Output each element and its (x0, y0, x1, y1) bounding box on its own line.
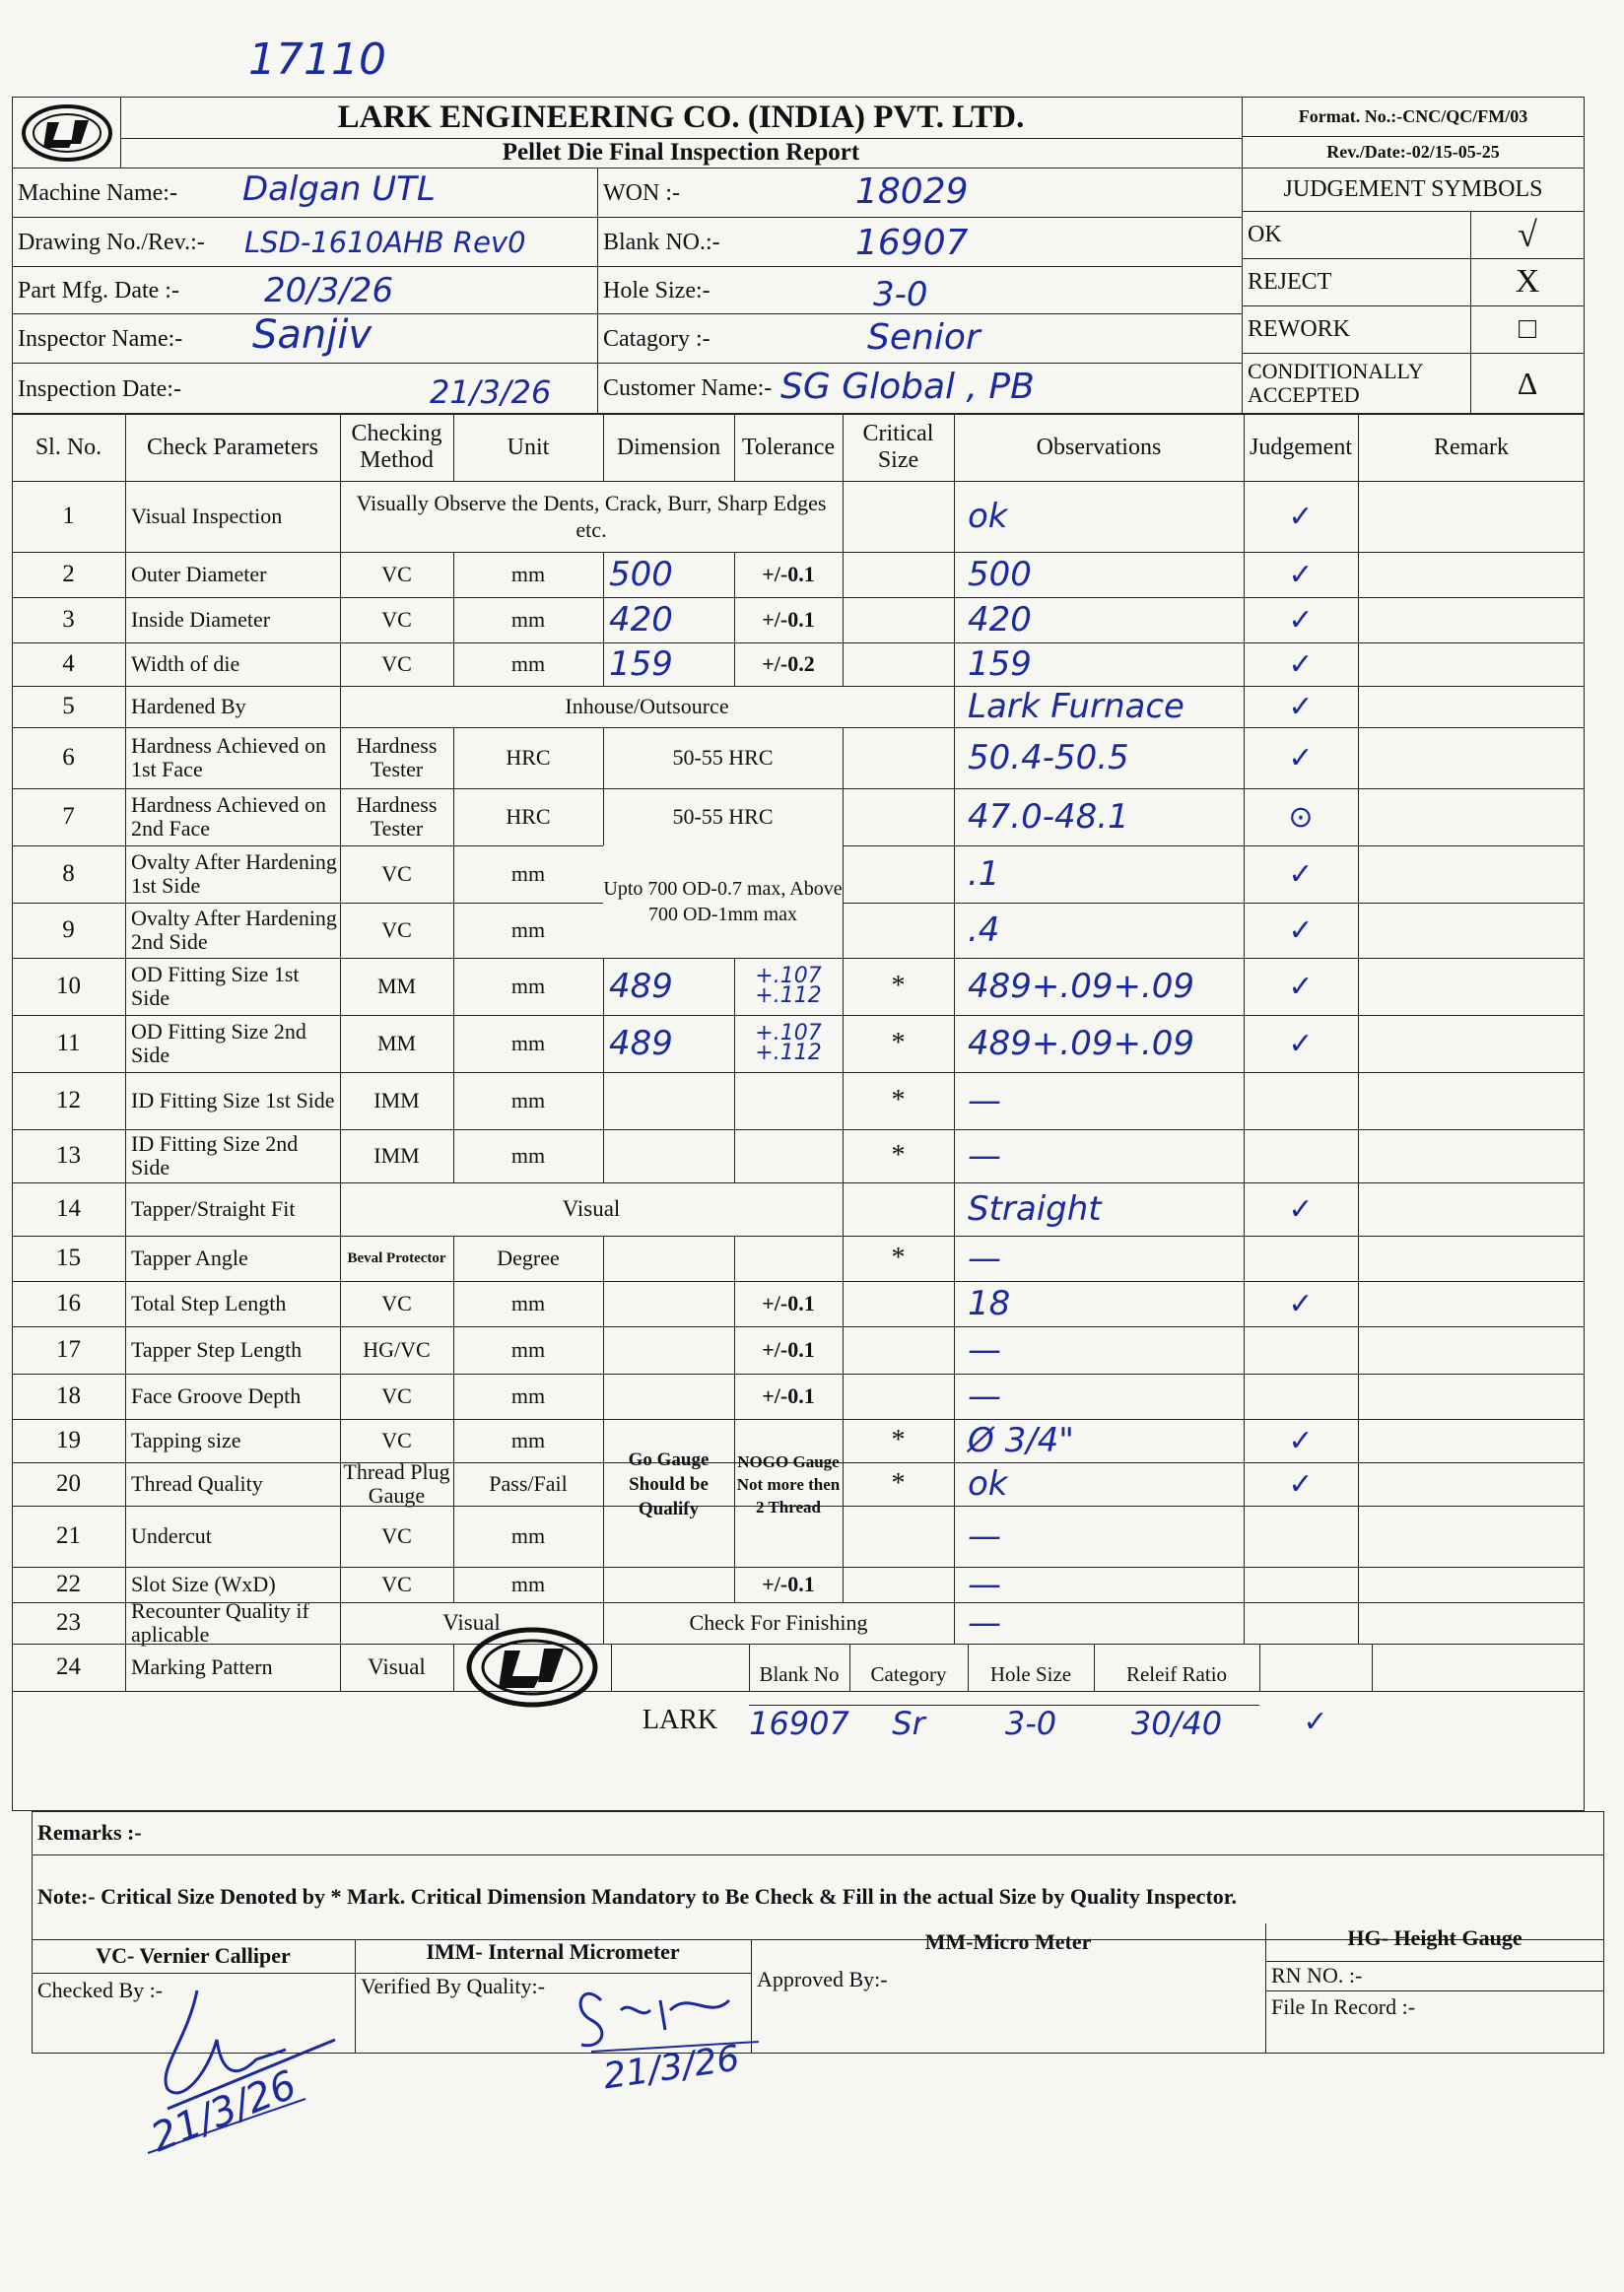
page-note: 17110 (248, 34, 386, 85)
table-rule (843, 1567, 844, 1602)
approved-by-label: Approved By:- (757, 1967, 888, 1991)
remark (1358, 1567, 1585, 1602)
observation: Lark Furnace (968, 687, 1184, 726)
part-mfg-label: Part Mfg. Date :- (18, 277, 179, 303)
dimension (603, 1129, 734, 1182)
dimension: 420 (609, 600, 673, 640)
note-text: Note:- Critical Size Denoted by * Mark. Critical Dimension Mandatory to Be Check & Fill in the actual Size by Quality Inspector. (37, 1884, 1238, 1909)
check-parameter: Ovalty After Hardening 1st Side (131, 849, 337, 898)
unit: mm (510, 1523, 546, 1548)
won-value: 18029 (855, 170, 969, 212)
table-rule (843, 1281, 844, 1326)
check-parameter: Marking Pattern (131, 1654, 273, 1679)
marking-hole-size-header: Hole Size (989, 1661, 1072, 1686)
table-rule (843, 845, 844, 903)
observation: — (968, 1517, 1001, 1556)
verifier-sign-date: 21/3/26 (600, 2038, 742, 2098)
remark (1358, 686, 1585, 727)
judgement-check-icon: ✓ (1288, 557, 1314, 592)
rn-no-label: RN NO. :- (1271, 1963, 1363, 1988)
check-parameter: OD Fitting Size 2nd Side (131, 1019, 306, 1067)
checked-by-label: Checked By :- (37, 1978, 164, 2002)
inspection-date-label: Inspection Date:- (18, 375, 181, 402)
check-parameter: Tapper/Straight Fit (131, 1196, 296, 1221)
observation: Straight (968, 1189, 1102, 1229)
row-number: 17 (56, 1336, 81, 1363)
dimension: 489 (609, 967, 673, 1006)
observation: — (968, 1330, 1001, 1370)
observation: 50.4-50.5 (968, 738, 1129, 777)
table-rule (843, 597, 844, 642)
row-number: 2 (62, 561, 75, 587)
check-parameter: OD Fitting Size 1st Side (131, 962, 300, 1010)
dimension (603, 1326, 734, 1374)
table-rule (843, 903, 844, 958)
check-parameter: Outer Diameter (131, 562, 267, 586)
checking-method: VC (381, 1291, 412, 1315)
row-number: 23 (56, 1609, 81, 1636)
critical-size-marker: * (891, 1028, 906, 1058)
observation: — (968, 1081, 1001, 1120)
table-rule (1372, 1644, 1373, 1691)
dimension: 159 (609, 644, 673, 684)
dimension (603, 1281, 734, 1326)
judgement-check-icon: ✓ (1288, 602, 1314, 638)
customer-value: SG Global , PB (780, 366, 1035, 407)
check-parameter: ID Fitting Size 1st Side (131, 1088, 335, 1112)
checking-method: IMM (373, 1088, 420, 1112)
marking-category-header: Category (870, 1661, 947, 1686)
unit: mm (510, 1088, 546, 1112)
part-mfg-value: 20/3/26 (264, 271, 394, 310)
row-number: 6 (62, 744, 75, 771)
inspector-value: Sanjiv (252, 312, 372, 358)
check-parameter: Visual Inspection (131, 504, 283, 528)
conditional-symbol-icon: Δ (1517, 365, 1538, 401)
checking-method: VC (381, 861, 412, 886)
judgement-check-icon (1244, 1072, 1358, 1129)
dimension: Upto 700 OD-0.7 max, Above 700 OD-1mm max (603, 845, 843, 958)
dimension: 50-55 HRC (672, 745, 774, 770)
checking-method: VC (381, 1572, 412, 1596)
inspection-date-value: 21/3/26 (430, 373, 552, 411)
observation: .4 (968, 910, 1000, 950)
table-rule (843, 1506, 844, 1567)
tolerance: +/-0.1 (762, 562, 815, 586)
check-parameter: Hardened By (131, 694, 246, 718)
category-label: Catagory :- (603, 325, 710, 352)
symbol-label-conditional: CONDITIONALLY ACCEPTED (1248, 359, 1423, 407)
remark (1358, 1072, 1585, 1129)
remark (1358, 1182, 1585, 1236)
remark (1358, 903, 1585, 958)
remark (1358, 1462, 1585, 1506)
logo (14, 99, 120, 168)
row-number: 1 (62, 503, 75, 529)
judgement-check-icon: ✓ (1303, 1705, 1328, 1739)
critical-size-marker: * (891, 1243, 906, 1273)
observation: 420 (968, 600, 1032, 640)
dimension (603, 1236, 734, 1281)
verified-by-label: Verified By Quality:- (361, 1974, 545, 1998)
check-parameter: Width of die (131, 651, 240, 676)
row-number: 4 (62, 650, 75, 677)
inspector-label: Inspector Name:- (18, 325, 183, 352)
judgement-check-icon: ✓ (1288, 1423, 1314, 1458)
critical-size-marker: * (891, 1425, 906, 1455)
legend-mm: MM-Micro Meter (924, 1929, 1092, 1954)
check-parameter: Inside Diameter (131, 607, 271, 632)
row-number: 13 (56, 1142, 81, 1169)
unit: mm (510, 917, 546, 942)
row-number: 21 (56, 1522, 81, 1549)
judgement-check-icon: ✓ (1288, 1466, 1314, 1502)
remark (1358, 1236, 1585, 1281)
marking-releif-ratio-value: 30/40 (1130, 1705, 1223, 1742)
critical-size-marker: * (891, 971, 906, 1001)
unit: mm (510, 562, 546, 586)
row-number: 5 (62, 693, 75, 719)
remark (1358, 1602, 1585, 1644)
check-parameter: Tapping size (131, 1428, 241, 1452)
judgement-check-icon: ✓ (1288, 969, 1314, 1004)
dimension (603, 1072, 734, 1129)
checking-method: Hardness Tester (356, 792, 438, 841)
marking-releif-ratio-header: Releif Ratio (1125, 1661, 1228, 1686)
check-parameter: Total Step Length (131, 1291, 287, 1315)
checking-method: VC (381, 917, 412, 942)
observation: 500 (968, 555, 1032, 594)
judgement-check-icon: ✓ (1288, 1286, 1314, 1321)
marking-blank-no-value: 16907 (749, 1705, 849, 1742)
checker-sign-date: 21/3/26 (144, 2061, 304, 2162)
unit: mm (510, 1031, 546, 1055)
tolerance: +/-0.1 (762, 607, 815, 632)
table-rule (843, 1182, 844, 1236)
tolerance: +/-0.2 (762, 651, 815, 676)
col-judgement: Judgement (1250, 434, 1352, 460)
blank-label: Blank NO.:- (603, 229, 720, 255)
judgement-check-icon (1244, 1506, 1358, 1567)
marking-logo-icon (453, 1644, 611, 1691)
check-parameter: Hardness Achieved on 2nd Face (131, 792, 326, 841)
category-value: Senior (867, 316, 981, 358)
col-remark: Remark (1434, 434, 1509, 460)
col-critical-size: Critical Size (862, 421, 934, 473)
row-number: 8 (62, 860, 75, 887)
table-rule (843, 1374, 844, 1419)
remark (1358, 1326, 1585, 1374)
symbol-label-reject: REJECT (1248, 268, 1332, 295)
machine-name-label: Machine Name:- (18, 179, 177, 206)
remark (1358, 1506, 1585, 1567)
col-observations: Observations (1036, 434, 1162, 460)
checking-method: Inhouse/Outsource (565, 694, 729, 718)
dimension: Check For Finishing (689, 1610, 868, 1635)
col-checking-method: Checking Method (351, 421, 442, 473)
table-rule (843, 642, 844, 686)
dimension: 489 (609, 1024, 673, 1063)
remark (1358, 1129, 1585, 1182)
row-number: 19 (56, 1427, 81, 1453)
verifier-signature (572, 1971, 769, 2059)
unit: mm (510, 1572, 546, 1596)
tolerance: +/-0.1 (762, 1383, 815, 1408)
marking-brand: LARK (642, 1705, 718, 1735)
row-number: 22 (56, 1571, 81, 1597)
table-rule (843, 788, 844, 845)
judgement-check-icon: ✓ (1288, 499, 1314, 534)
remark (1358, 597, 1585, 642)
col-dimension: Dimension (616, 434, 721, 460)
table-rule (843, 727, 844, 788)
judgement-check-icon (1244, 1374, 1358, 1419)
observation: — (968, 1565, 1001, 1604)
marking-category-value: Sr (892, 1705, 925, 1742)
remark (1358, 642, 1585, 686)
symbol-label-ok: OK (1248, 221, 1282, 247)
checking-method: HG/VC (363, 1337, 431, 1362)
unit: mm (510, 1143, 546, 1168)
remark (1358, 481, 1585, 552)
judgement-check-icon (1244, 1236, 1358, 1281)
legend-vc: VC- Vernier Calliper (96, 1943, 291, 1968)
check-parameter: Undercut (131, 1523, 212, 1548)
observation: ok (968, 497, 1008, 536)
row-number: 9 (62, 916, 75, 943)
observation: 18 (968, 1284, 1011, 1323)
drawing-label: Drawing No./Rev.:- (18, 229, 205, 255)
remark (1358, 788, 1585, 845)
row-number: 12 (56, 1087, 81, 1113)
customer-label: Customer Name:- (603, 374, 773, 401)
table-rule (611, 1644, 612, 1691)
critical-size-marker: * (891, 1140, 906, 1171)
rework-symbol-icon: □ (1518, 312, 1537, 345)
check-parameter: Ovalty After Hardening 2nd Side (131, 906, 337, 954)
tolerance (734, 1506, 843, 1567)
tolerance: NOGO Gauge Not more then 2 Thread (736, 1451, 841, 1517)
judgement-check-icon: ✓ (1288, 1191, 1314, 1227)
hole-label: Hole Size:- (603, 277, 710, 303)
checking-method: MM (376, 974, 417, 998)
remark (1358, 1015, 1585, 1072)
unit: mm (510, 861, 546, 886)
checking-method: Hardness Tester (356, 733, 438, 781)
row-number: 15 (56, 1245, 81, 1271)
symbol-label-rework: REWORK (1248, 315, 1350, 342)
unit: mm (510, 1428, 546, 1452)
remark (1358, 958, 1585, 1015)
check-parameter: ID Fitting Size 2nd Side (131, 1131, 299, 1180)
check-parameter: Hardness Achieved on 1st Face (131, 733, 326, 781)
remark (1358, 1374, 1585, 1419)
remark (1358, 845, 1585, 903)
unit: mm (510, 974, 546, 998)
unit: mm (510, 651, 546, 676)
row-number: 20 (56, 1470, 81, 1497)
checking-method: Visually Observe the Dents, Crack, Burr, Sharp Edges etc. (356, 491, 827, 542)
observation: — (968, 1136, 1001, 1176)
check-parameter: Face Groove Depth (131, 1383, 302, 1408)
observation: 489+.09+.09 (968, 1024, 1195, 1063)
unit: HRC (506, 745, 551, 770)
remarks-label: Remarks :- (37, 1820, 142, 1845)
tolerance (734, 1129, 843, 1182)
row-number: 16 (56, 1290, 81, 1316)
table-rule (1259, 1644, 1260, 1691)
row-number: 14 (56, 1195, 81, 1222)
reject-symbol-icon: X (1515, 263, 1540, 300)
unit: Degree (497, 1246, 560, 1270)
checking-method: Visual (368, 1654, 426, 1679)
table-rule (843, 1326, 844, 1374)
table-rule (843, 481, 844, 552)
report-title: Pellet Die Final Inspection Report (502, 139, 860, 166)
tolerance: +/-0.1 (762, 1337, 815, 1362)
observation: ok (968, 1464, 1008, 1504)
file-in-record-label: File In Record :- (1271, 1994, 1416, 2019)
tolerance: +/-0.1 (762, 1572, 815, 1596)
dimension (603, 1374, 734, 1419)
machine-name-value: Dalgan UTL (242, 169, 436, 209)
tolerance (734, 1072, 843, 1129)
check-parameter: Thread Quality (131, 1471, 263, 1496)
tolerance: +.107 +.112 (755, 964, 822, 1008)
check-parameter: Tapper Angle (131, 1246, 248, 1270)
remark (1358, 1281, 1585, 1326)
unit: mm (510, 1383, 546, 1408)
remark (1358, 727, 1585, 788)
dimension: 50-55 HRC (672, 804, 774, 829)
judgement-check-icon: ✓ (1288, 1026, 1314, 1061)
judgement-check-icon: ✓ (1288, 689, 1314, 724)
dimension: 500 (609, 555, 673, 594)
remark (1358, 552, 1585, 597)
checking-method: VC (381, 1383, 412, 1408)
rev-date: Rev./Date:-02/15-05-25 (1326, 141, 1500, 162)
checking-method: VC (381, 1428, 412, 1452)
dimension (603, 1567, 734, 1602)
lark-logo-icon (20, 102, 114, 164)
row-number: 24 (56, 1653, 81, 1680)
company-name: LARK ENGINEERING CO. (INDIA) PVT. LTD. (337, 99, 1025, 135)
blank-value: 16907 (855, 222, 969, 263)
checking-method: Beval Protector (347, 1249, 446, 1266)
checking-method: IMM (373, 1143, 420, 1168)
unit: mm (510, 607, 546, 632)
checking-method: VC (381, 562, 412, 586)
tolerance (734, 1236, 843, 1281)
col-unit: Unit (507, 434, 550, 460)
judgement-check-icon: ✓ (1288, 646, 1314, 682)
judgement-check-icon: ✓ (1288, 740, 1314, 775)
observation: — (968, 1603, 1001, 1643)
observation: 47.0-48.1 (968, 797, 1129, 837)
judgement-check-icon (1244, 1602, 1358, 1644)
row-number: 18 (56, 1382, 81, 1409)
judgement-check-icon (1244, 1326, 1358, 1374)
judgement-symbols-title: JUDGEMENT SYMBOLS (1283, 175, 1543, 202)
tolerance: +.107 +.112 (755, 1021, 822, 1065)
judgement-check-icon (1244, 1129, 1358, 1182)
critical-size-marker: * (891, 1085, 906, 1115)
checking-method: MM (376, 1031, 417, 1055)
check-parameter: Tapper Step Length (131, 1337, 303, 1362)
row-number: 10 (56, 973, 81, 999)
observation: — (968, 1377, 1001, 1416)
remark (1358, 1419, 1585, 1462)
unit: Pass/Fail (489, 1471, 568, 1496)
marking-hole-size-value: 3-0 (1004, 1705, 1057, 1742)
checking-method: VC (381, 1523, 412, 1548)
col-tolerance: Tolerance (741, 434, 836, 460)
col-check-params: Check Parameters (147, 434, 318, 460)
checking-method: Visual (562, 1196, 621, 1221)
judgement-check-icon (1244, 1567, 1358, 1602)
checking-method: VC (381, 607, 412, 632)
observation: 489+.09+.09 (968, 967, 1195, 1006)
col-sl-no: Sl. No. (34, 434, 102, 460)
table-rule (843, 552, 844, 597)
hole-value: 3-0 (873, 275, 928, 314)
check-parameter: Recounter Quality if aplicable (131, 1598, 309, 1647)
circled-judgement-icon: ⊙ (1288, 799, 1314, 835)
unit: mm (510, 1291, 546, 1315)
tolerance: +/-0.1 (762, 1291, 815, 1315)
check-parameter: Slot Size (WxD) (131, 1572, 276, 1596)
row-number: 7 (62, 803, 75, 830)
won-label: WON :- (603, 179, 680, 206)
format-no: Format. No.:-CNC/QC/FM/03 (1298, 105, 1528, 126)
row-number: 3 (62, 606, 75, 633)
legend-hg: HG- Height Gauge (1347, 1925, 1522, 1950)
marking-blank-no-header: Blank No (759, 1661, 840, 1686)
unit: mm (510, 1337, 546, 1362)
observation: 159 (968, 644, 1032, 684)
judgement-check-icon: ✓ (1288, 912, 1314, 948)
ok-symbol-icon: √ (1518, 215, 1537, 254)
legend-imm: IMM- Internal Micrometer (426, 1939, 680, 1964)
observation: .1 (968, 854, 1000, 894)
critical-size-marker: * (891, 1468, 906, 1499)
drawing-value: LSD-1610AHB Rev0 (244, 226, 526, 259)
checking-method: Thread Plug Gauge (343, 1459, 450, 1508)
observation: — (968, 1239, 1001, 1278)
judgement-check-icon: ✓ (1288, 856, 1314, 892)
dimension: Go Gauge Should be Qualify (628, 1449, 710, 1519)
checking-method: VC (381, 651, 412, 676)
unit: HRC (506, 804, 551, 829)
observation: Ø 3/4" (968, 1421, 1074, 1460)
checking-method: Visual (442, 1610, 501, 1635)
dimension (603, 1506, 734, 1567)
row-number: 11 (56, 1030, 81, 1056)
